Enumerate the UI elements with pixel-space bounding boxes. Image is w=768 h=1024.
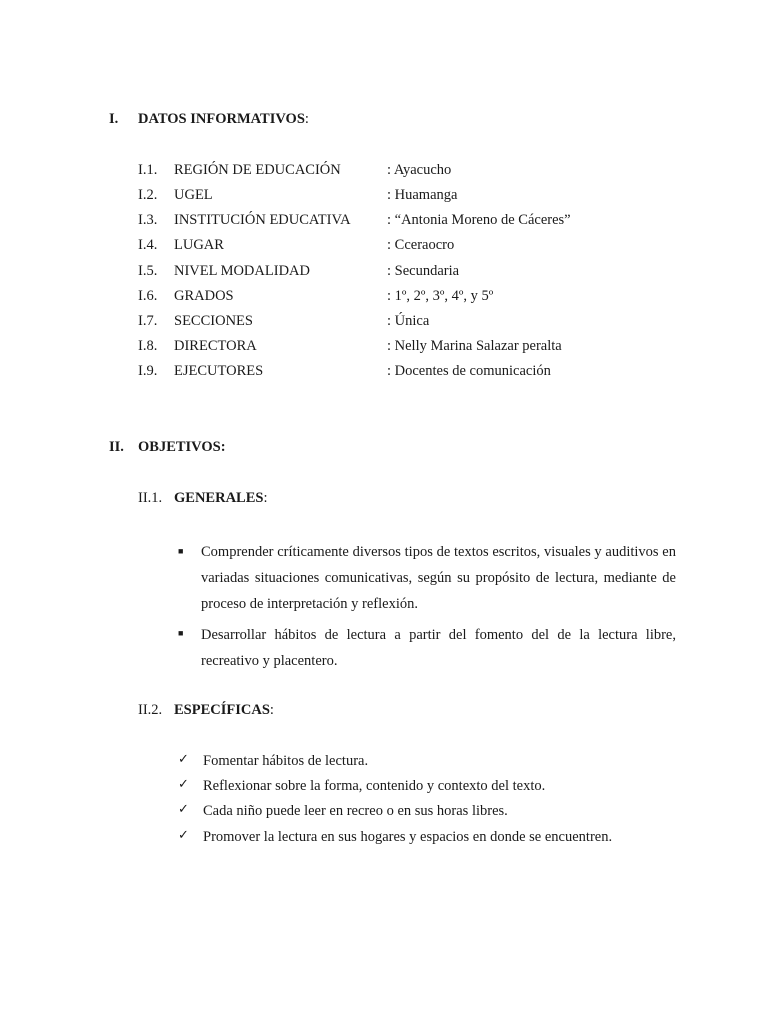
info-value: : Ayacucho [387, 162, 452, 178]
info-label: REGIÓN DE EDUCACIÓN [174, 162, 341, 178]
subsection-title: GENERALES: [174, 490, 268, 506]
subsection-number: II.1. [138, 490, 163, 506]
info-label: NIVEL MODALIDAD [174, 263, 310, 279]
specific-objective: Promover la lectura en sus hogares y espacios en donde se encuentren. [203, 829, 613, 845]
info-label: LUGAR [174, 237, 224, 253]
info-number: I.9. [138, 363, 158, 379]
checkmark-icon: ✓ [178, 828, 189, 843]
checkmark-icon: ✓ [178, 752, 189, 767]
info-number: I.8. [138, 338, 158, 354]
square-bullet-icon: ■ [178, 628, 184, 638]
info-label: UGEL [174, 187, 213, 203]
info-label: SECCIONES [174, 313, 253, 329]
section-title: OBJETIVOS: [138, 439, 226, 455]
info-value: : Huamanga [387, 187, 458, 203]
info-number: I.4. [138, 237, 158, 253]
square-bullet-icon: ■ [178, 546, 184, 556]
info-label: DIRECTORA [174, 338, 257, 354]
specific-objective: Fomentar hábitos de lectura. [203, 753, 369, 769]
specific-objective: Cada niño puede leer en recreo o en sus horas libres. [203, 803, 508, 819]
info-value: : Secundaria [387, 263, 460, 279]
info-number: I.1. [138, 162, 158, 178]
subsection-number: II.2. [138, 702, 163, 718]
info-value: : Única [387, 313, 430, 329]
info-number: I.6. [138, 288, 158, 304]
info-label: EJECUTORES [174, 363, 264, 379]
info-value: : “Antonia Moreno de Cáceres” [387, 212, 571, 228]
general-objective: Comprender críticamente diversos tipos de textos escritos, visuales y auditivos en variadas situaciones comunicativas, según su propósito de lectura, mediante de proceso de interpretación y reflexión. [201, 544, 676, 612]
checkmark-icon: ✓ [178, 777, 189, 792]
section-title: DATOS INFORMATIVOS: [138, 111, 309, 127]
checkmark-icon: ✓ [178, 802, 189, 817]
info-number: I.3. [138, 212, 158, 228]
info-value: : Docentes de comunicación [387, 363, 551, 379]
section-number: I. [109, 111, 119, 127]
specific-objective: Reflexionar sobre la forma, contenido y contexto del texto. [203, 778, 546, 794]
subsection-title: ESPECÍFICAS: [174, 702, 274, 718]
info-number: I.2. [138, 187, 158, 203]
info-value: : Cceraocro [387, 237, 455, 253]
info-value: : Nelly Marina Salazar peralta [387, 338, 562, 354]
info-value: : 1º, 2º, 3º, 4º, y 5º [387, 288, 494, 304]
general-objective: Desarrollar hábitos de lectura a partir del fomento del de la lectura libre, recreativo y placentero. [201, 627, 676, 669]
info-number: I.5. [138, 263, 158, 279]
info-label: INSTITUCIÓN EDUCATIVA [174, 212, 351, 228]
section-number: II. [109, 439, 124, 455]
info-number: I.7. [138, 313, 158, 329]
info-label: GRADOS [174, 288, 234, 304]
